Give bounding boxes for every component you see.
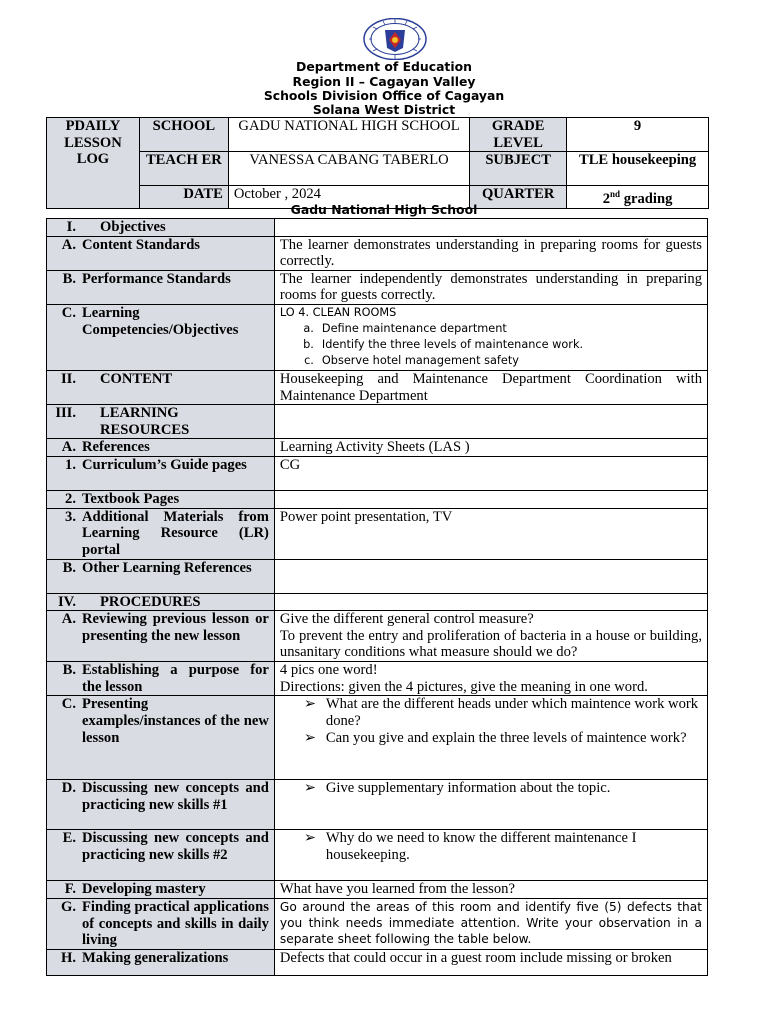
generalizations-label: H. Making generalizations [47, 949, 275, 975]
content-value: Housekeeping and Maintenance Department Coordination with Maintenance Department [274, 370, 707, 404]
content-standards-label: A. Content Standards [47, 236, 275, 270]
header-division: Schools Division Office of Cagayan [263, 88, 505, 103]
presenting-examples-label: C. Presenting examples/instances of the new lesson [47, 696, 275, 780]
establishing-purpose-value: 4 pics one word! Directions: given the 4 pictures, give the meaning in one word. [274, 662, 707, 696]
discussing-concepts-2-value [274, 830, 707, 881]
date-value: October , 2024 [228, 186, 469, 208]
list-item: ➢ Can you give and explain the three levels of maintence work? [303, 729, 687, 746]
list-item: ➢ Give supplementary information about the topic. [303, 780, 611, 797]
references-value: Learning Activity Sheets (LAS ) [274, 439, 707, 457]
procedures-header: IV. PROCEDURES [47, 593, 275, 611]
reviewing-lesson-label: A. Reviewing previous lesson or presenting the new lesson [47, 611, 275, 662]
references-label: A. References [47, 439, 275, 457]
header-district: Solana West District [312, 102, 456, 117]
content-header: II. CONTENT [47, 370, 275, 404]
quarter-label: QUARTER [470, 186, 567, 208]
date-label: DATE [139, 186, 228, 208]
subject-label: SUBJECT [470, 152, 567, 186]
textbook-pages-value [274, 490, 707, 508]
practical-applications-label: G. Finding practical applications of concepts and skills in daily living [47, 898, 275, 949]
learning-competencies-value [274, 304, 707, 370]
header-department: Department of Education [296, 59, 472, 74]
establishing-purpose-label: B. Establishing a purpose for the lesson [47, 662, 275, 696]
header-region: Region II – Cagayan Valley [292, 74, 476, 89]
list-item: ➢ What are the different heads under which maintence work work done? [303, 696, 699, 729]
learning-resources-header: III. LEARNING RESOURCES [47, 405, 275, 439]
other-references-label: B. Other Learning References [47, 559, 275, 593]
list-item: ➢ Why do we need to know the different maintenance I housekeeping. [303, 830, 637, 863]
school-label: SCHOOL [139, 118, 228, 152]
school-caption: Gadu National High School [290, 202, 478, 217]
textbook-pages-label: 2. Textbook Pages [47, 490, 275, 508]
discussing-concepts-1-label: D. Discussing new concepts and practicing new skills #1 [47, 780, 275, 830]
list-item: c. Observe hotel management safety [304, 353, 519, 367]
presenting-examples-value [274, 696, 707, 780]
other-references-value [274, 559, 707, 593]
additional-materials-label: 3. Additional Materials from Learning Resource (LR) portal [47, 508, 275, 559]
discussing-concepts-1-value [274, 780, 707, 830]
developing-mastery-value: What have you learned from the lesson? [274, 881, 707, 899]
pdaily-lesson-log-title: PDAILY LESSON LOG [47, 118, 140, 209]
content-standards-value: The learner demonstrates understanding in preparing rooms for guests correctly. [274, 236, 707, 270]
list-item: a. Define maintenance department [303, 321, 507, 335]
teacher-label: TEACH ER [139, 152, 228, 186]
info-table [46, 117, 709, 209]
quarter-value: 2nd grading [567, 186, 709, 208]
deped-seal-icon [363, 18, 427, 60]
performance-standards-label: B. Performance Standards [47, 270, 275, 304]
objectives-header: I. Objectives [47, 219, 275, 237]
learning-competencies-label: C. Learning Competencies/Objectives [47, 304, 275, 370]
performance-standards-value: The learner independently demonstrates understanding in preparing rooms for guests correctly. [274, 270, 707, 304]
school-value: GADU NATIONAL HIGH SCHOOL [228, 118, 469, 152]
curriculum-guide-value: CG [274, 456, 707, 490]
additional-materials-value: Power point presentation, TV [274, 508, 707, 559]
grade-level-value: 9 [567, 118, 709, 152]
reviewing-lesson-value: Give the different general control measure? To prevent the entry and proliferation of bacteria in a house or building, unsanitary conditions what measure should we do? [274, 611, 707, 662]
discussing-concepts-2-label: E. Discussing new concepts and practicing new skills #2 [47, 830, 275, 881]
subject-value: TLE housekeeping [567, 152, 709, 186]
lesson-table [46, 218, 708, 976]
curriculum-guide-label: 1. Curriculum’s Guide pages [47, 456, 275, 490]
developing-mastery-label: F. Developing mastery [47, 881, 275, 899]
practical-applications-value: Go around the areas of this room and identify five (5) defects that you think needs immediate attention. Write your observation in a separate sheet following the table below. [274, 898, 707, 949]
lo-heading: LO 4. CLEAN ROOMS [279, 305, 397, 319]
list-item: b. Identify the three levels of maintenance work. [303, 337, 584, 351]
generalizations-value: Defects that could occur in a guest room include missing or broken [274, 949, 707, 975]
grade-level-label: GRADE LEVEL [470, 118, 567, 152]
teacher-value: VANESSA CABANG TABERLO [228, 152, 469, 186]
